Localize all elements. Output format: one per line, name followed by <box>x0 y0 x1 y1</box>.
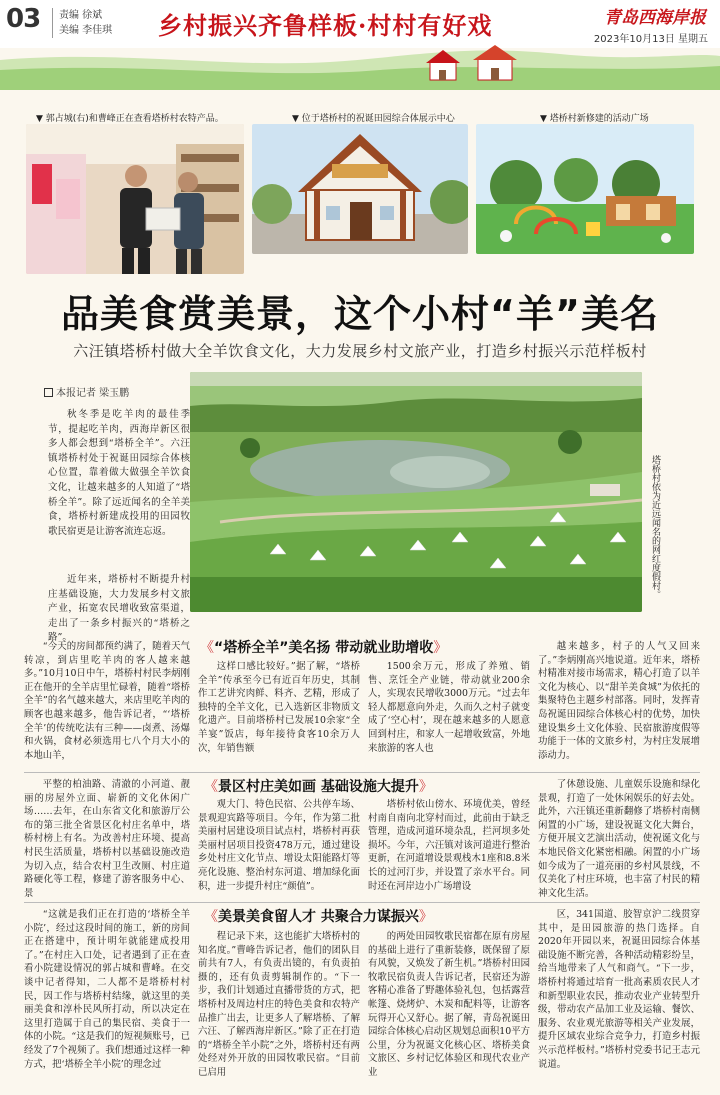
row2-col3-text: 塔桥村依山傍水、环境优美，曾经村南自南向北穿村而过，此前由于缺乏管理，造成河道环境杂乱，拦河坝多处损坏。今年，六汪镇对该河道进行整治更新，在河道增设景观栈木1座和8.8米长的过河汀步，并设置了亲水平台。同时还在河岸边小广场增设 <box>368 799 530 892</box>
row1-col2-text: 这样口感比较好。”据了解，“塔桥全羊”传承至今已有近百年历史，其制作工艺讲究肉鲜、料齐、艺精，形成了独特的全羊文化，已入选新区非物质文化遗产。目前塔桥村已发展10余家“全羊宴”饭店，每年接待食客10余万人次，年销售额 <box>198 661 360 754</box>
row3-col1-text: “这就是我们正在打造的‘塔桥全羊小院’，经过这段时间的施工，新的房间正在搭建中，预计明年就能建成投用了。”在村庄入口处，记者遇到了正在查看小院建设情况的郭占城和曹峰。在交谈中记者得知，二人都不是塔桥村村民，因工作与塔桥村结缘，就这里的美丽美食和淳朴民风所打动，所以决定在这里打造属于自己的集民宿、美食于一体的小院。“这是我们的短视频账号，已经发了7个视频了。我们想通过这样一种方式，把‘塔桥全羊小院’的理念过 <box>24 909 190 1070</box>
row3-column-2 <box>198 930 360 1086</box>
intro-paragraph-1: 秋冬季是吃羊肉的最佳季节，提起吃羊肉，西海岸新区很多人都会想到“塔桥全羊”。六汪镇塔桥村处于祝诞田园综合体核心位置，靠着做大做强全羊饮食文化，让越来越多的人知道了“塔桥全羊”。除了远近闻名的全羊美食，塔桥村新建成投用的田园牧歌民宿更是让游客流连忘返。 <box>48 409 190 537</box>
row1-column-2 <box>198 660 360 768</box>
row1-column-3 <box>368 660 530 768</box>
bracket-icon: 《 <box>204 909 218 925</box>
page-number: 03 <box>6 4 41 34</box>
section2-title-text: 景区村庄美如画 基础设施大提升 <box>218 779 419 795</box>
section1-title <box>200 637 447 657</box>
section3-title <box>204 906 433 926</box>
decorative-hills <box>0 40 720 90</box>
row1-column-1 <box>24 640 190 770</box>
editor-line: 责编 徐斌 <box>59 10 103 21</box>
photo-caption-2: ▼ 位于塔桥村的祝诞田园综合体展示中心 <box>292 114 455 124</box>
byline <box>44 384 129 399</box>
divider <box>24 902 700 903</box>
row3-col3-text: 的两处田园牧歌民宿都在原有房屋的基础上进行了重新装修，既保留了原有风貌，又焕发了新生机。”塔桥村田园牧歌民宿负责人告诉记者，民宿还为游客精心准备了野趣体验礼包，包括露营帐篷、烧烤炉、木炭和配料等，让游客玩得开心又舒心。据了解，青岛祝诞田园综合体核心启动区规划总面积10平方公里，分为祝诞文化核心区、塔桥美食文旅区、乡村记忆体验区和现代农业产业 <box>368 931 530 1078</box>
byline-text: 本报记者 梁玉鹏 <box>56 388 130 399</box>
divider <box>24 772 700 773</box>
row3-column-1 <box>24 908 190 1086</box>
paper-name: 青岛西海岸报 <box>604 8 706 28</box>
article-subhead: 六汪镇塔桥村做大全羊饮食文化，大力发展乡村文旅产业，打造乡村振兴示范样板村 <box>73 342 647 360</box>
bracket-icon: 》 <box>418 909 433 925</box>
bracket-icon: 》 <box>433 640 448 656</box>
row2-col1-text: 平整的柏油路、清澈的小河道、靓丽的房屋外立面、崭新的文化休闲广场……去年，在山东省文化和旅游厅公布的第三批全省景区化村庄名单中，塔桥村榜上有名。为改善村庄环境、提高村民生活质量，塔桥村以基础设施改造为切入点，结合农村卫生改厕、村庄道路硬化等工程，修建了游客服务中心、景 <box>24 779 190 898</box>
intro-paragraph-2: 近年来，塔桥村不断提升村庄基础设施，大力发展乡村文旅产业，拓宽农民增收致富渠道，走出了一条乡村振兴的“塔桥之路”。 <box>48 574 190 644</box>
photo-caption-3: ▼ 塔桥村新修建的活动广场 <box>540 114 649 124</box>
row1-col4-text: 越来越多，村子的人气又回来了。”李炳刚高兴地说道。近年来，塔桥村精准对接市场需求，精心打造了以羊文化为核心、以“甜羊美食城”为依托的集聚特色主题乡村部落。同时，发挥青岛祝诞田园综合体核心村的优势，加快建设集乡土文化体验、民宿旅游度假等功能于一体的文旅乡村，为村庄发展增添动力。 <box>538 641 700 761</box>
photo-shop-interior <box>26 124 244 274</box>
row3-column-3 <box>368 930 530 1086</box>
row2-col4-text: 了休憩设施、儿童娱乐设施和绿化景观，打造了一处休闲娱乐的好去处。此外，六汪镇还重新翻修了塔桥村南侧闲置的小广场，建设祝诞文化大舞台，方便开展文艺演出活动，使祝诞文化与本地民俗文化紧密相融。闲置的小广场如今成为了一道亮丽的乡村风景线，不仅美化了村庄环境，也丰富了村民的精神文化生活。 <box>538 779 700 898</box>
intro-column <box>24 378 194 644</box>
section3-title-text: 美景美食留人才 共聚合力谋振兴 <box>218 909 419 925</box>
paper-date: 2023年10月13日 星期五 <box>593 34 708 45</box>
article-headline: 品美食赏美景，这个小村“羊”美名 <box>61 292 659 336</box>
section-banner: 乡村振兴齐鲁样板·村村有好戏 <box>158 11 493 40</box>
row3-column-4 <box>538 908 700 1086</box>
aerial-photo-caption: 塔桥村依为近远闻名的网红度假村。 <box>650 455 660 599</box>
section1-title-text: “塔桥全羊”美名扬 带动就业助增收 <box>214 640 434 656</box>
photo-caption-1: ▼ 郭占城(右)和曹峰正在查看塔桥村农特产品。 <box>36 114 224 124</box>
editor-credits <box>52 8 112 38</box>
row1-col1-text: “今天的房间都预约满了，随着天气转凉，到店里吃羊肉的客人越来越多。”10月10日中午，塔桥村村民李炳刚正在他开的全羊店里忙碌着，随着“塔桥全羊”的名气越来越大，来店里吃羊肉的顾客也越来越多，他告诉记者，“‘塔桥全羊’的传统吃法有三种——卤煮、汤爆和火锅，食材必须选用七八个月大小的本地山羊， <box>24 641 190 761</box>
bracket-icon: 》 <box>418 779 433 795</box>
house-icon-right <box>473 45 517 80</box>
bracket-icon: 《 <box>204 779 218 795</box>
photo-showcase-center <box>252 124 468 254</box>
row2-column-2 <box>198 798 360 898</box>
row2-column-3 <box>368 798 530 898</box>
row3-col2-text: 程记录下来，这也能扩大塔桥村的知名度。”曹峰告诉记者，他们的团队目前共有7人，有负责出镜的，有负责拍摄的，还有负责剪辑制作的。“下一步，我们计划通过直播带货的方式，把塔桥村及周边村庄的特色美食和农特产品推广出去，让更多人了解塔桥、了解六汪、了解西海岸新区。”除了正在打造的“塔桥全羊小院”之外，塔桥村还有两处经对外开放的田园牧歌民宿。“目前已启用 <box>198 931 360 1078</box>
section2-title <box>204 776 433 796</box>
row1-col3-text: 1500余万元，形成了养殖、销售、烹饪全产业链，带动就业200余人，实现农民增收3000万元。“过去年轻人都愿意向外走，久而久之村子就变成了‘空心村’，现在越来越多的人愿意回到村庄，和家人一起增收致富，外地来旅游的客人也 <box>368 661 530 754</box>
byline-box-icon <box>44 388 53 397</box>
row3-col4-text: 区，341国道、胶智京沪二线贯穿其中，是田园旅游的热门选择。自2020年开园以来，祝诞田园综合体基础设施不断完善，各种活动精彩纷呈，给当地带来了人气和商气。“下一步，塔桥村将通过培育一批高素质农民人才和新型职业农民，推动农业产业转型升级，带动农产品加工业及运输、餐饮、服务、农业观光旅游等相关产业发展，提升区域农业综合竞争力，打造乡村振兴示范样板村。”塔桥村党委书记王志元说道。 <box>538 909 700 1070</box>
row2-col2-text: 观大门、特色民宿、公共停车场、景观迎宾路等项目。今年，作为第二批美丽村居建设项目试点村，塔桥村再获美丽村居项目投资478万元，通过建设乡处村庄文化节点、增设太阳能路灯等亮化设施、整治村东河道、增加绿化面积，进一步提升村庄“颜值”。 <box>198 799 360 892</box>
row2-column-1 <box>24 778 190 898</box>
row1-column-4 <box>538 640 700 770</box>
designer-line: 美编 李佳琪 <box>59 25 113 36</box>
bracket-icon: 《 <box>200 640 214 656</box>
row2-column-4 <box>538 778 700 898</box>
photo-activity-square <box>476 124 694 254</box>
photo-aerial-village <box>190 372 642 612</box>
